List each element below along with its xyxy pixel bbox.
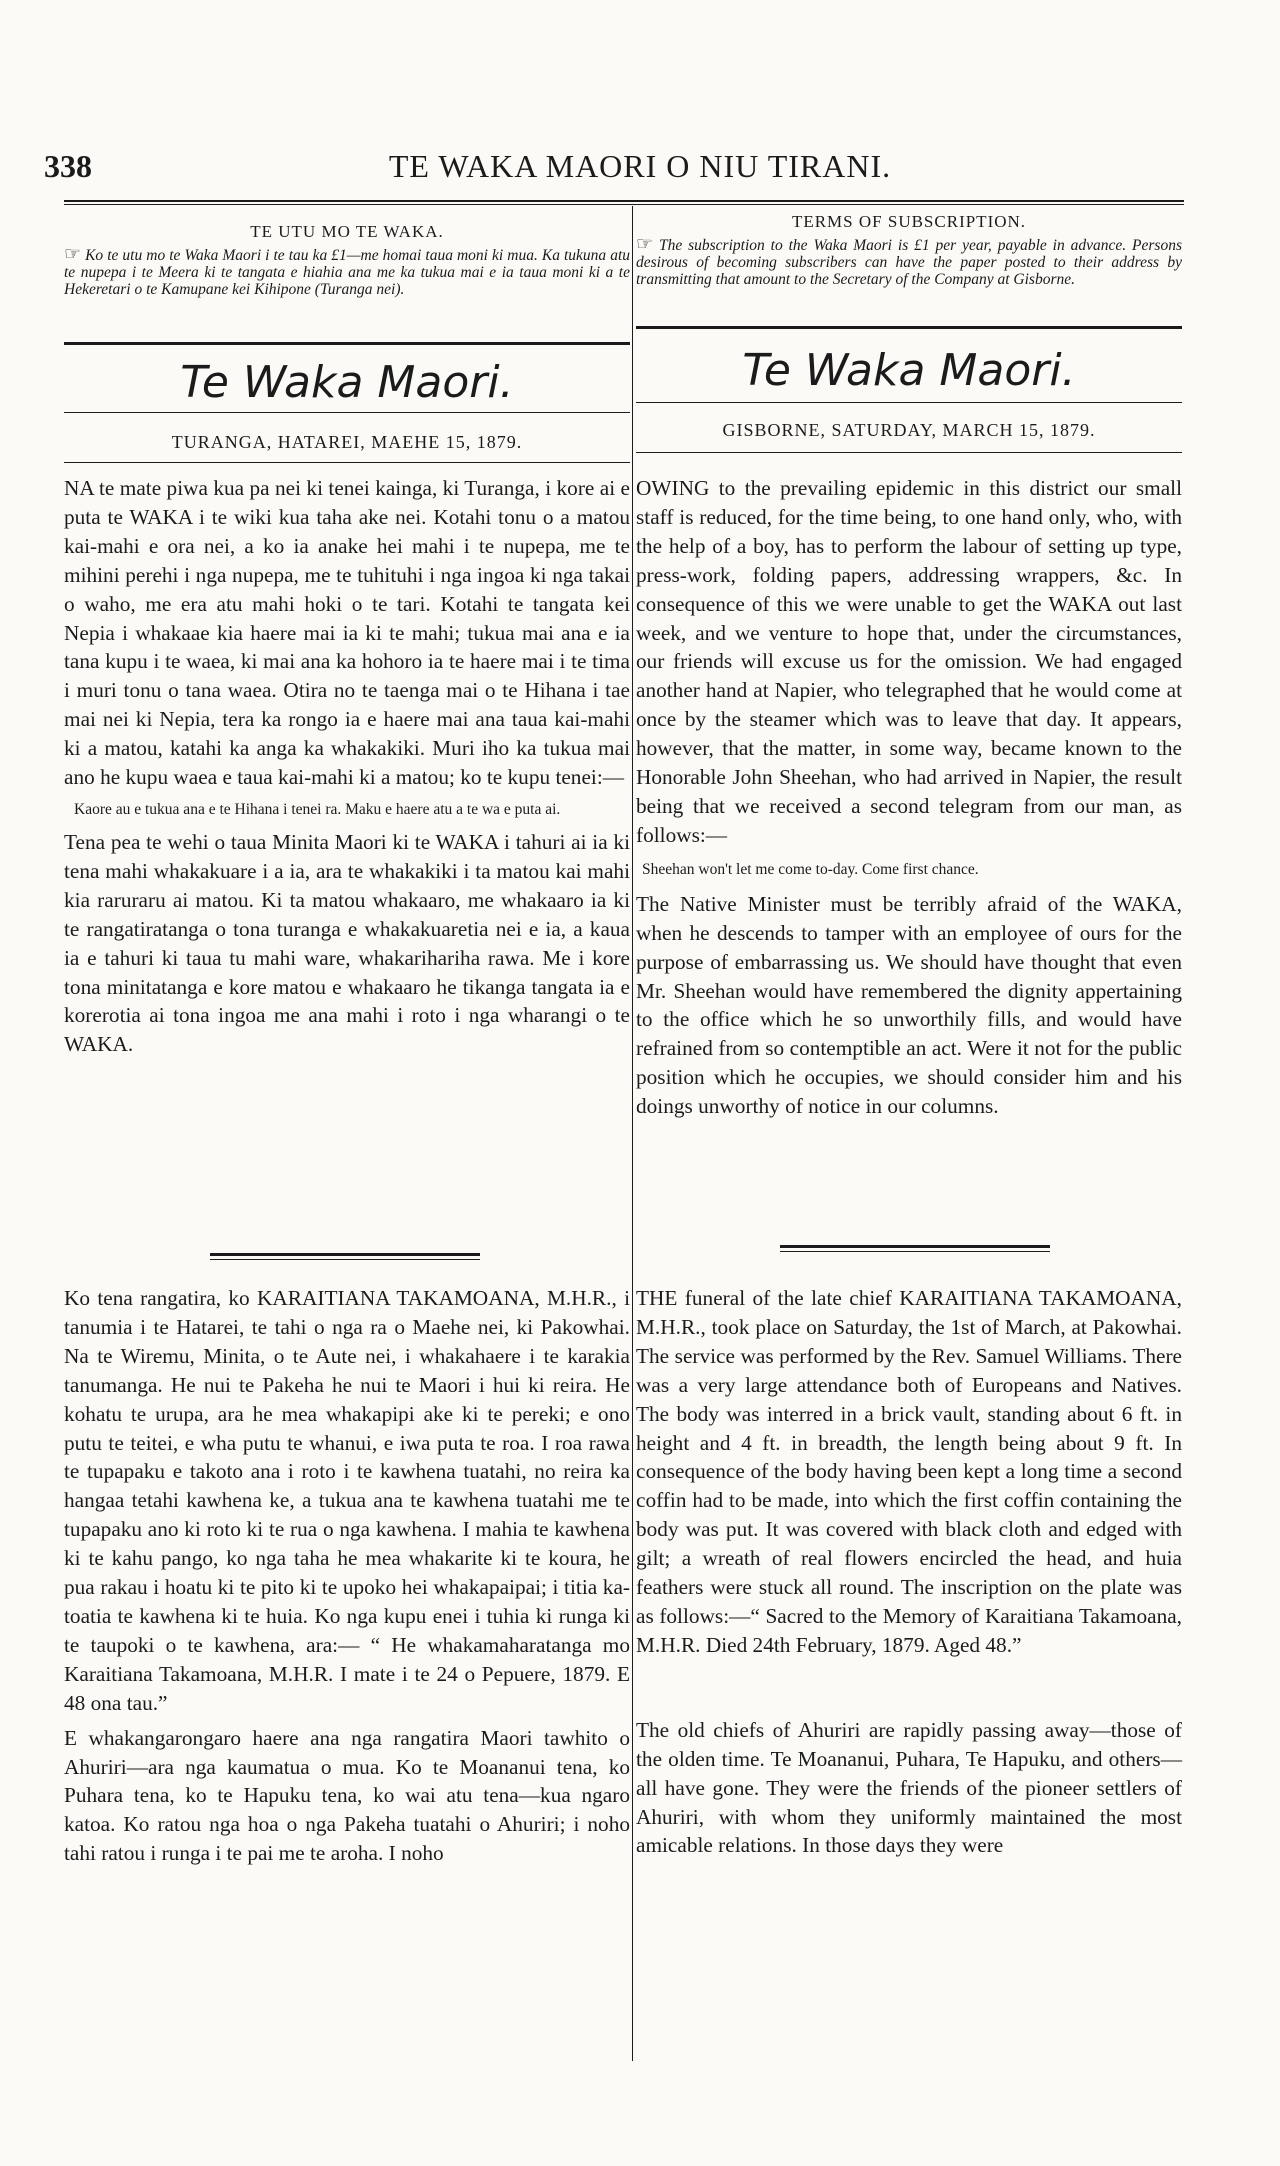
column-divider: [632, 206, 633, 2061]
left-article-1: [64, 474, 630, 1059]
left-article-2: [64, 1284, 630, 1868]
right-subscription-text: [636, 236, 1182, 288]
left-masthead: Te Waka Maori.: [180, 357, 514, 408]
right-subscription-block: [636, 212, 1182, 288]
pointing-hand-icon: ☞: [636, 234, 654, 255]
left-masthead-rule-bottom: [64, 412, 630, 413]
left-section-rule-thin: [210, 1259, 480, 1260]
left-dateline: TURANGA, HATAREI, MAEHE 15, 1879.: [171, 432, 523, 452]
header-rule: [64, 200, 1184, 202]
left-masthead-rule-top: [64, 342, 630, 345]
left-section-rule: [210, 1253, 480, 1256]
right-article-2-para-1: THE funeral of the late chief KARAITIANA TAKAMOANA, M.H.R., took place on Saturday, the 1st of March, at Pakowhai. The service was performed by the Rev. Samuel Williams. There was a very large attendance both of Europeans and Natives. The body was interred in a brick vault, standing about 6 ft. in height and 4 ft. in breadth, the length being about 9 ft. In consequence of the body having been kept a long time a second coffin had to be made, into which the first coffin containing the body was put. It was covered with black cloth and edged with gilt; a wreath of real flowers encircled the head, and huia feathers were stuck all round. The inscription on the plate was as follows:—“ Sacred to the Memory of Karaitiana Takamoana, M.H.R. Died 24th February, 1879. Aged 48.”: [636, 1286, 1182, 1657]
right-subscription-title: TERMS OF SUBSCRIPTION.: [791, 212, 1027, 231]
page-number: 338: [44, 148, 92, 184]
left-article-2-para-2: E whakangarongaro haere ana nga rangatira Maori tawhito o Ahuriri—ara nga kaumatua o mua. Ko te Moananui tena, ko Puhara tena, ko te Hapuku tena, ko wai atu tena—kua ngaro katoa. Ko ratou nga hoa o nga Pakeha tuatahi o Ahuriri; i noho tahi ratou i runga i te pai me te aroha. I noho: [64, 1725, 630, 1866]
left-dateline-rule: [64, 462, 630, 463]
right-article-1-para-2: The Native Minister must be terribly afraid of the WAKA, when he descends to tamper with an employee of ours for the purpose of embarrassing us. We should have thought that even Mr. Sheehan would have remembered the dignity appertaining to the office which he so unworthily fills, and would have refrained from so contemptible an act. Were it not for the public position which he occupies, we should consider him and his doings unworthy of notice in our columns.: [636, 891, 1182, 1119]
right-article-2-para-2: The old chiefs of Ahuriri are rapidly passing away—those of the olden time. Te Moananui, Puhara, Te Hapuku, and others—all have gone. They were the friends of the pioneer settlers of Ahuriri, with whom they uniformly maintained the most amicable relations. In those days they were: [636, 1717, 1182, 1858]
page-header-title: TE WAKA MAORI O NIU TIRANI.: [388, 148, 892, 184]
right-dateline: GISBORNE, SATURDAY, MARCH 15, 1879.: [722, 420, 1096, 440]
right-article-1-para-1: OWING to the prevailing epidemic in this district our small staff is reduced, for the time being, to one hand only, who, with the help of a boy, has to perform the labour of setting up type, press-work, folding papers, addressing wrappers, &c. In consequence of this we were unable to get the WAKA out last week, and we venture to hope that, under the circumstances, our friends will excuse us for the omission. We had engaged another hand at Napier, who telegraphed that he would come at once by the steamer which was to leave that day. It appears, however, that the matter, in some way, became known to the Honorable John Sheehan, who had arrived in Napier, the result being that we received a second telegram from our man, as follows:—: [636, 476, 1182, 847]
header-rule-thin: [64, 204, 1184, 205]
right-section-rule: [780, 1245, 1050, 1248]
left-subscription-block: [64, 222, 630, 298]
left-article-1-para-1: NA te mate piwa kua pa nei ki tenei kainga, ki Turanga, i kore ai e puta te WAKA i te wiki kua taha ake nei. Kotahi tonu o a matou kai-mahi e ora nei, a ko ia anake hei mahi i te nupepa, me te mihini perehi i nga nupepa, me te tuhituhi i nga ingoa ki nga takai o waho, me era atu mahi hoki o te tari. Kotahi te tangata kei Nepia i whakaae kia haere mai ia ki te mahi; tukua mai ana e ia tana kupu i te waea, ki mai ana ka hohoro ia te haere mai i te tima i muri tonu o tana waea. Otira no te taenga mai o te Hihana i tae mai nei ki Nepia, tera ka rongo ia e haere mai ana taua kai-mahi ki a matou, katahi ka anga ka whakakiki. Muri iho ka tukua mai ano he kupu waea e taua kai-mahi ki a matou; ko te kupu tenei:—: [64, 476, 630, 790]
right-article-1: [636, 474, 1182, 1121]
right-masthead-rule-top: [636, 326, 1182, 329]
left-subscription-body: Ko te utu mo te Waka Maori i te tau ka £1—me homai taua moni ki mua. Ka tukuna atu te nupepa i te Meera ki te tangata e hiahia ana me ka tukua mai e ia taua moni ki a te Hekeretari o te Kamupane kei Kihipone (Turanga nei).: [64, 247, 631, 298]
left-subscription-text: [64, 246, 630, 298]
right-article-1-telegram: Sheehan won't let me come to-day. Come first chance.: [642, 860, 979, 878]
left-article-1-telegram: Kaore au e tukua ana e te Hihana i tenei ra. Maku e haere atu a te wa e puta ai.: [74, 800, 561, 818]
pointing-hand-icon: ☞: [64, 244, 82, 265]
left-subscription-title: TE UTU MO TE WAKA.: [250, 222, 444, 241]
right-subscription-body: The subscription to the Waka Maori is £1 per year, payable in advance. Persons desirous of becoming subscribers can have the paper posted to their address by transmitting that amount to the Secretary of the Company at Gisborne.: [636, 237, 1182, 288]
right-article-2: [636, 1284, 1182, 1860]
right-section-rule-thin: [780, 1251, 1050, 1252]
right-masthead-rule-bottom: [636, 402, 1182, 403]
left-article-1-para-2: Tena pea te wehi o taua Minita Maori ki te WAKA i tahuri ai ia ki tena mahi whakakuare i a ia, ara te whakakiki i ta matou kai mahi kia raruraru ai matou. Ki ta matou whakaaro, me whakaaro ia ki te rangatiratanga o tona turanga e whakakuaretia nei e ia, a kaua ia e tahuri ki taua tu mahi ware, whakarihariha rawa. Me i kore tona minitatanga e kore matou e whakaaro he tikanga tangata ia e korerotia ai tona ingoa me ana mahi i roto i nga wharangi o te WAKA.: [64, 829, 630, 1057]
right-dateline-rule: [636, 452, 1182, 453]
left-article-2-para-1: Ko tena rangatira, ko KARAITIANA TAKAMOANA, M.H.R., i tanumia i te Hatarei, te tahi o nga ra o Maehe nei, ki Pakowhai. Na te Wiremu, Minita, o te Aute nei, i whakahaere i te karakia tanumanga. He nui te Pakeha he nui te Maori i hui ki reira. He kohatu te urupa, ara he mea whakapipi ake ki te pereki; e ono putu te teitei, e wha putu te whanui, e iwa puta te roa. I roa rawa te tupapaku e takoto ana i roto i te kawhena tuatahi, no reira ka hangaa tetahi kawhena ke, a tukua ana te kawhena tuatahi me te tupapaku ano ki roto ki te rua o nga kawhena. I mahia te kawhena ki te kahu pango, ko nga taha he mea whakarite ki te koura, he pua rakau i hoatu ki te pito ki te upoko hei whakapaipai; i titia ka-toatia te kawhena ki te huia. Ko nga kupu enei i tuhia ki runga ki te taupoki o te kawhena, ara:— “ He whakamaharatanga mo Karaitiana Takamoana, M.H.R. I mate i te 24 o Pepuere, 1879. E 48 ona tau.”: [64, 1286, 630, 1715]
right-masthead: Te Waka Maori.: [742, 345, 1076, 396]
